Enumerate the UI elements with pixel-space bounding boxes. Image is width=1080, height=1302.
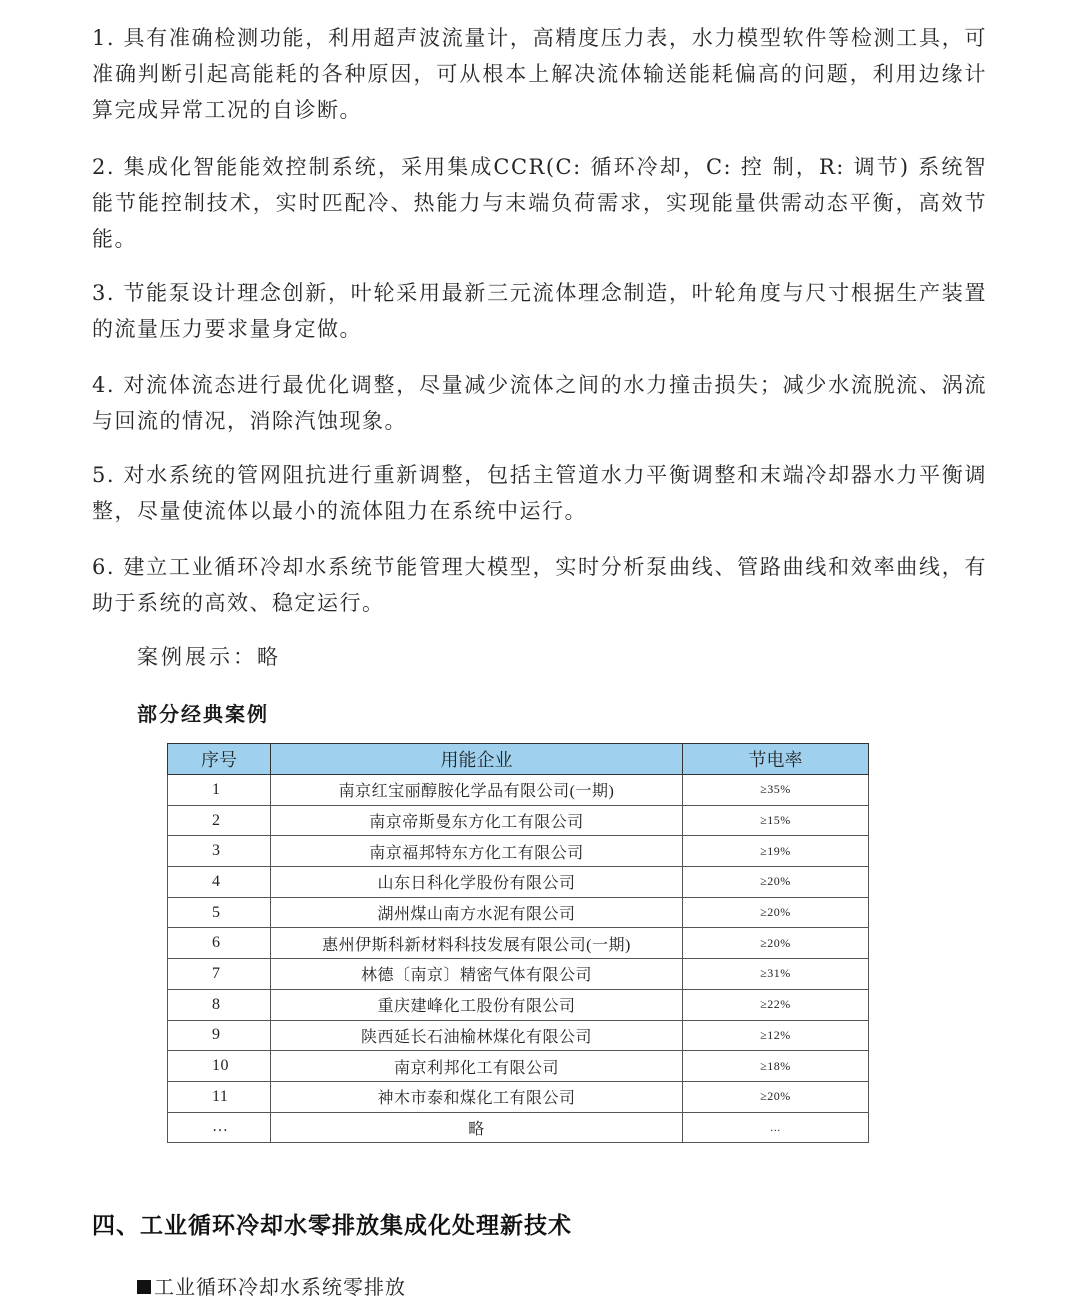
table-row (168, 928, 869, 959)
row-index-cell: 5 (168, 897, 271, 928)
saving-rate-cell: ≥12% (683, 1020, 869, 1051)
paragraph-2: 2. 集成化智能能效控制系统，采用集成CCR(C: 循环冷却，C: 控 制，R: 调节) 系统智能节能控制技术，实时匹配冷、热能力与末端负荷需求，实现能量供需动态平衡，高效节能。 (92, 155, 987, 251)
table-row (168, 1112, 869, 1143)
table-row (168, 775, 869, 806)
section-heading: 四、工业循环冷却水零排放集成化处理新技术 (92, 1213, 572, 1239)
row-index-cell: … (168, 1112, 271, 1143)
saving-rate-cell: ≥35% (683, 775, 869, 806)
column-header-saving-rate: 节电率 (683, 744, 869, 775)
company-cell: 林德〔南京〕精密气体有限公司 (271, 959, 683, 990)
company-cell: 惠州伊斯科新材料科技发展有限公司(一期) (271, 928, 683, 959)
company-cell: 神木市泰和煤化工有限公司 (271, 1081, 683, 1112)
saving-rate-cell: ≥18% (683, 1051, 869, 1082)
row-index-cell: 7 (168, 959, 271, 990)
paragraph-6: 6. 建立工业循环冷却水系统节能管理大模型，实时分析泵曲线、管路曲线和效率曲线，有助于系统的高效、稳定运行。 (92, 555, 987, 615)
table-row (168, 1081, 869, 1112)
square-bullet-icon (137, 1280, 151, 1294)
classic-cases-table (167, 743, 869, 1143)
saving-rate-cell: ≥20% (683, 897, 869, 928)
company-cell: 湖州煤山南方水泥有限公司 (271, 897, 683, 928)
column-header-index: 序号 (168, 744, 271, 775)
table-row (168, 897, 869, 928)
row-index-cell: 8 (168, 989, 271, 1020)
row-index-cell: 4 (168, 867, 271, 898)
table-row (168, 867, 869, 898)
company-cell: 陕西延长石油榆林煤化有限公司 (271, 1020, 683, 1051)
column-header-company: 用能企业 (271, 744, 683, 775)
case-display-text: 案例展示：略 (137, 645, 281, 669)
saving-rate-cell: ≥15% (683, 805, 869, 836)
table-row (168, 1020, 869, 1051)
table-row (168, 989, 869, 1020)
paragraph-3: 3. 节能泵设计理念创新，叶轮采用最新三元流体理念制造，叶轮角度与尺寸根据生产装置的流量压力要求量身定做。 (92, 281, 987, 341)
row-index-cell: 11 (168, 1081, 271, 1112)
company-cell: 南京利邦化工有限公司 (271, 1051, 683, 1082)
table-title: 部分经典案例 (137, 702, 269, 726)
company-cell: 略 (271, 1112, 683, 1143)
row-index-cell: 6 (168, 928, 271, 959)
row-index-cell: 3 (168, 836, 271, 867)
table-row (168, 805, 869, 836)
row-index-cell: 1 (168, 775, 271, 806)
saving-rate-cell: ≥20% (683, 1081, 869, 1112)
table-row (168, 1051, 869, 1082)
company-cell: 南京帝斯曼东方化工有限公司 (271, 805, 683, 836)
table-row (168, 959, 869, 990)
company-cell: 重庆建峰化工股份有限公司 (271, 989, 683, 1020)
paragraph-5: 5. 对水系统的管网阻抗进行重新调整，包括主管道水力平衡调整和末端冷却器水力平衡调整，尽量使流体以最小的流体阻力在系统中运行。 (92, 463, 987, 523)
saving-rate-cell: ... (683, 1112, 869, 1143)
saving-rate-cell: ≥20% (683, 928, 869, 959)
row-index-cell: 2 (168, 805, 271, 836)
table-row (168, 836, 869, 867)
bullet-item (137, 1271, 406, 1300)
row-index-cell: 10 (168, 1051, 271, 1082)
table-header-row (168, 744, 869, 775)
company-cell: 南京福邦特东方化工有限公司 (271, 836, 683, 867)
company-cell: 山东日科化学股份有限公司 (271, 867, 683, 898)
paragraph-4: 4. 对流体流态进行最优化调整，尽量减少流体之间的水力撞击损失；减少水流脱流、涡流与回流的情况，消除汽蚀现象。 (92, 373, 987, 433)
saving-rate-cell: ≥22% (683, 989, 869, 1020)
bullet-text: 工业循环冷却水系统零排放 (154, 1275, 406, 1299)
row-index-cell: 9 (168, 1020, 271, 1051)
saving-rate-cell: ≥20% (683, 867, 869, 898)
saving-rate-cell: ≥19% (683, 836, 869, 867)
saving-rate-cell: ≥31% (683, 959, 869, 990)
company-cell: 南京红宝丽醇胺化学品有限公司(一期) (271, 775, 683, 806)
paragraph-1: 1. 具有准确检测功能，利用超声波流量计，高精度压力表，水力模型软件等检测工具，可准确判断引起高能耗的各种原因，可从根本上解决流体输送能耗偏高的问题，利用边缘计算完成异常工况的自诊断。 (92, 26, 987, 122)
